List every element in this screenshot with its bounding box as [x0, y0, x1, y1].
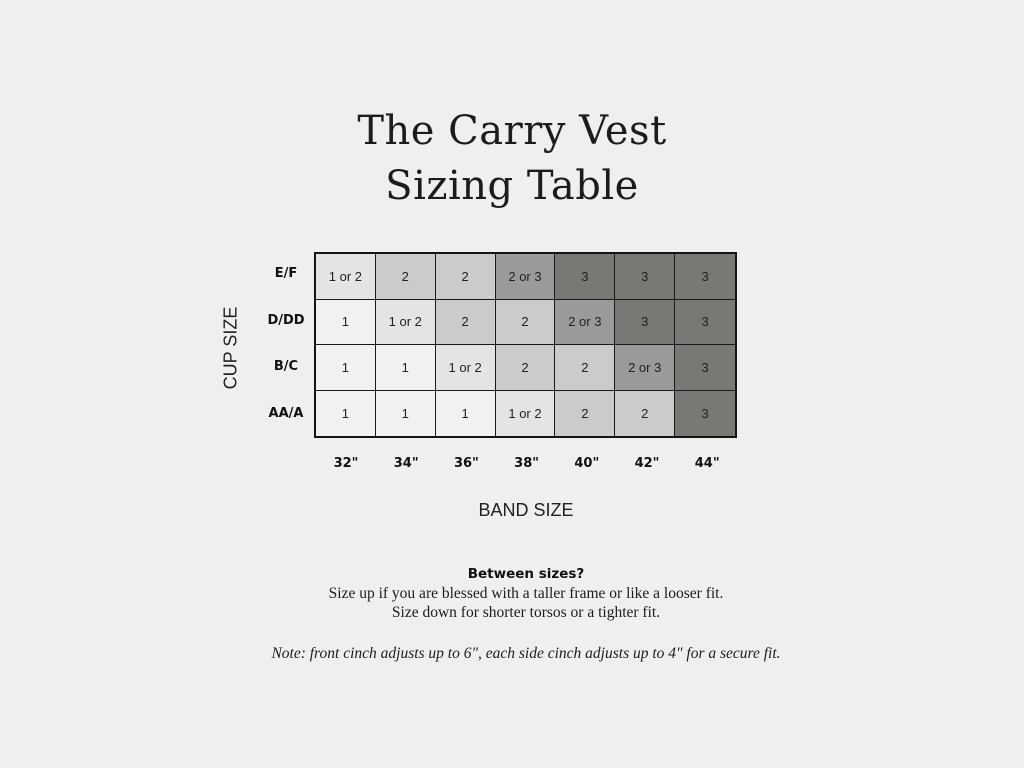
table-cell: 2 or 3 [555, 300, 615, 346]
row-label: B/C [273, 359, 299, 374]
row-label: AA/A [268, 405, 304, 421]
column-label: 40" [574, 456, 600, 471]
table-cell: 2 [436, 254, 496, 300]
table-cell: 3 [615, 254, 675, 300]
table-cell: 1 [316, 345, 376, 391]
table-cell: 1 or 2 [436, 345, 496, 391]
table-cell: 1 or 2 [376, 300, 436, 346]
table-cell: 1 or 2 [496, 391, 556, 437]
table-cell: 2 [615, 391, 675, 437]
table-cell: 3 [675, 300, 735, 346]
table-cell: 1 or 2 [316, 254, 376, 300]
table-cell: 2 [376, 254, 436, 300]
between-sizes-note [0, 565, 1024, 622]
note-line-1: Size up if you are blessed with a taller frame or like a looser fit. [328, 585, 724, 602]
table-cell: 2 or 3 [496, 254, 556, 300]
y-axis-label: CUP SIZE [220, 306, 241, 390]
column-label: 36" [453, 456, 479, 471]
table-cell: 3 [555, 254, 615, 300]
row-label: E/F [274, 266, 298, 281]
table-cell: 3 [675, 391, 735, 437]
table-cell: 3 [675, 345, 735, 391]
column-label: 34" [393, 456, 419, 471]
sizing-grid [314, 252, 737, 438]
title-line-2: Sizing Table [385, 163, 639, 209]
table-cell: 3 [675, 254, 735, 300]
column-label: 32" [333, 456, 359, 471]
table-cell: 2 [496, 345, 556, 391]
title-line-1: The Carry Vest [357, 108, 667, 154]
table-cell: 1 [376, 345, 436, 391]
table-cell: 1 [376, 391, 436, 437]
page-title [0, 104, 1024, 214]
column-label: 42" [634, 456, 660, 471]
cinch-note: Note: front cinch adjusts up to 6", each side cinch adjusts up to 4" for a secure fit. [271, 645, 781, 662]
note-heading: Between sizes? [467, 566, 585, 582]
table-cell: 2 [555, 345, 615, 391]
column-label: 38" [514, 456, 540, 471]
table-cell: 2 [555, 391, 615, 437]
note-line-2: Size down for shorter torsos or a tighter fit. [391, 604, 661, 621]
table-cell: 2 [496, 300, 556, 346]
column-label: 44" [694, 456, 720, 471]
table-cell: 1 [316, 391, 376, 437]
row-label: D/DD [267, 312, 305, 328]
table-cell: 1 [316, 300, 376, 346]
x-axis-label: BAND SIZE [478, 500, 574, 520]
table-cell: 3 [615, 300, 675, 346]
table-cell: 1 [436, 391, 496, 437]
table-cell: 2 or 3 [615, 345, 675, 391]
table-cell: 2 [436, 300, 496, 346]
